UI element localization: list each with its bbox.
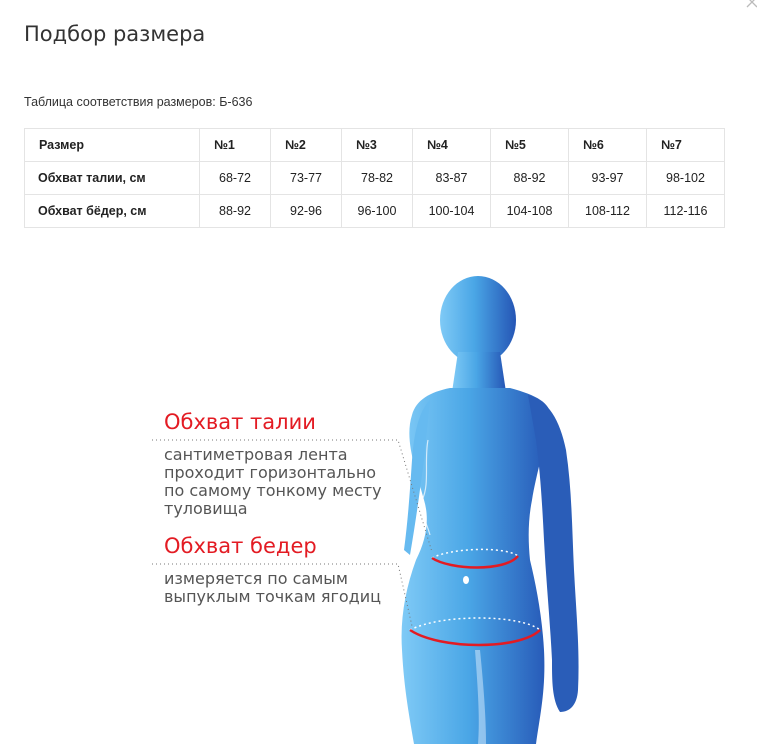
size-table <box>24 128 725 228</box>
waist-line: сантиметровая лента <box>164 445 348 464</box>
body-silhouette <box>402 276 579 744</box>
hips-line: измеряется по самым <box>164 569 348 588</box>
table-cell: 88-92 <box>200 195 271 228</box>
waist-line: проходит горизонтально <box>164 463 377 482</box>
table-cell: 93-97 <box>569 162 647 195</box>
table-cell: 68-72 <box>200 162 271 195</box>
table-row-waist <box>25 162 725 195</box>
header-cell: №3 <box>342 129 413 162</box>
table-cell: 88-92 <box>491 162 569 195</box>
table-cell: 96-100 <box>342 195 413 228</box>
waist-description <box>164 446 382 518</box>
row-label: Обхват бёдер, см <box>25 195 200 228</box>
header-cell: №7 <box>647 129 725 162</box>
table-cell: 104-108 <box>491 195 569 228</box>
header-cell: Размер <box>25 129 200 162</box>
table-cell: 100-104 <box>413 195 491 228</box>
header-cell: №4 <box>413 129 491 162</box>
table-row-hips <box>25 195 725 228</box>
table-cell: 98-102 <box>647 162 725 195</box>
waist-line: туловища <box>164 499 248 518</box>
hips-line: выпуклым точкам ягодиц <box>164 587 382 606</box>
header-cell: №2 <box>271 129 342 162</box>
waist-line: по самому тонкому месту <box>164 481 382 500</box>
hips-heading: Обхват бедер <box>164 534 317 558</box>
hips-description <box>164 570 381 606</box>
row-label: Обхват талии, см <box>25 162 200 195</box>
close-icon <box>744 0 757 10</box>
table-cell: 112-116 <box>647 195 725 228</box>
table-cell: 92-96 <box>271 195 342 228</box>
table-header-row <box>25 129 725 162</box>
header-cell: №6 <box>569 129 647 162</box>
close-button[interactable] <box>744 0 757 10</box>
table-cell: 73-77 <box>271 162 342 195</box>
header-cell: №1 <box>200 129 271 162</box>
table-cell: 108-112 <box>569 195 647 228</box>
header-cell: №5 <box>491 129 569 162</box>
table-cell: 83-87 <box>413 162 491 195</box>
watermark-logo: PHARMACLICK.UZ <box>316 362 454 377</box>
waist-heading: Обхват талии <box>164 410 316 434</box>
table-cell: 78-82 <box>342 162 413 195</box>
table-subtitle: Таблица соответствия размеров: Б-636 <box>24 95 253 109</box>
modal-title: Подбор размера <box>24 22 206 46</box>
